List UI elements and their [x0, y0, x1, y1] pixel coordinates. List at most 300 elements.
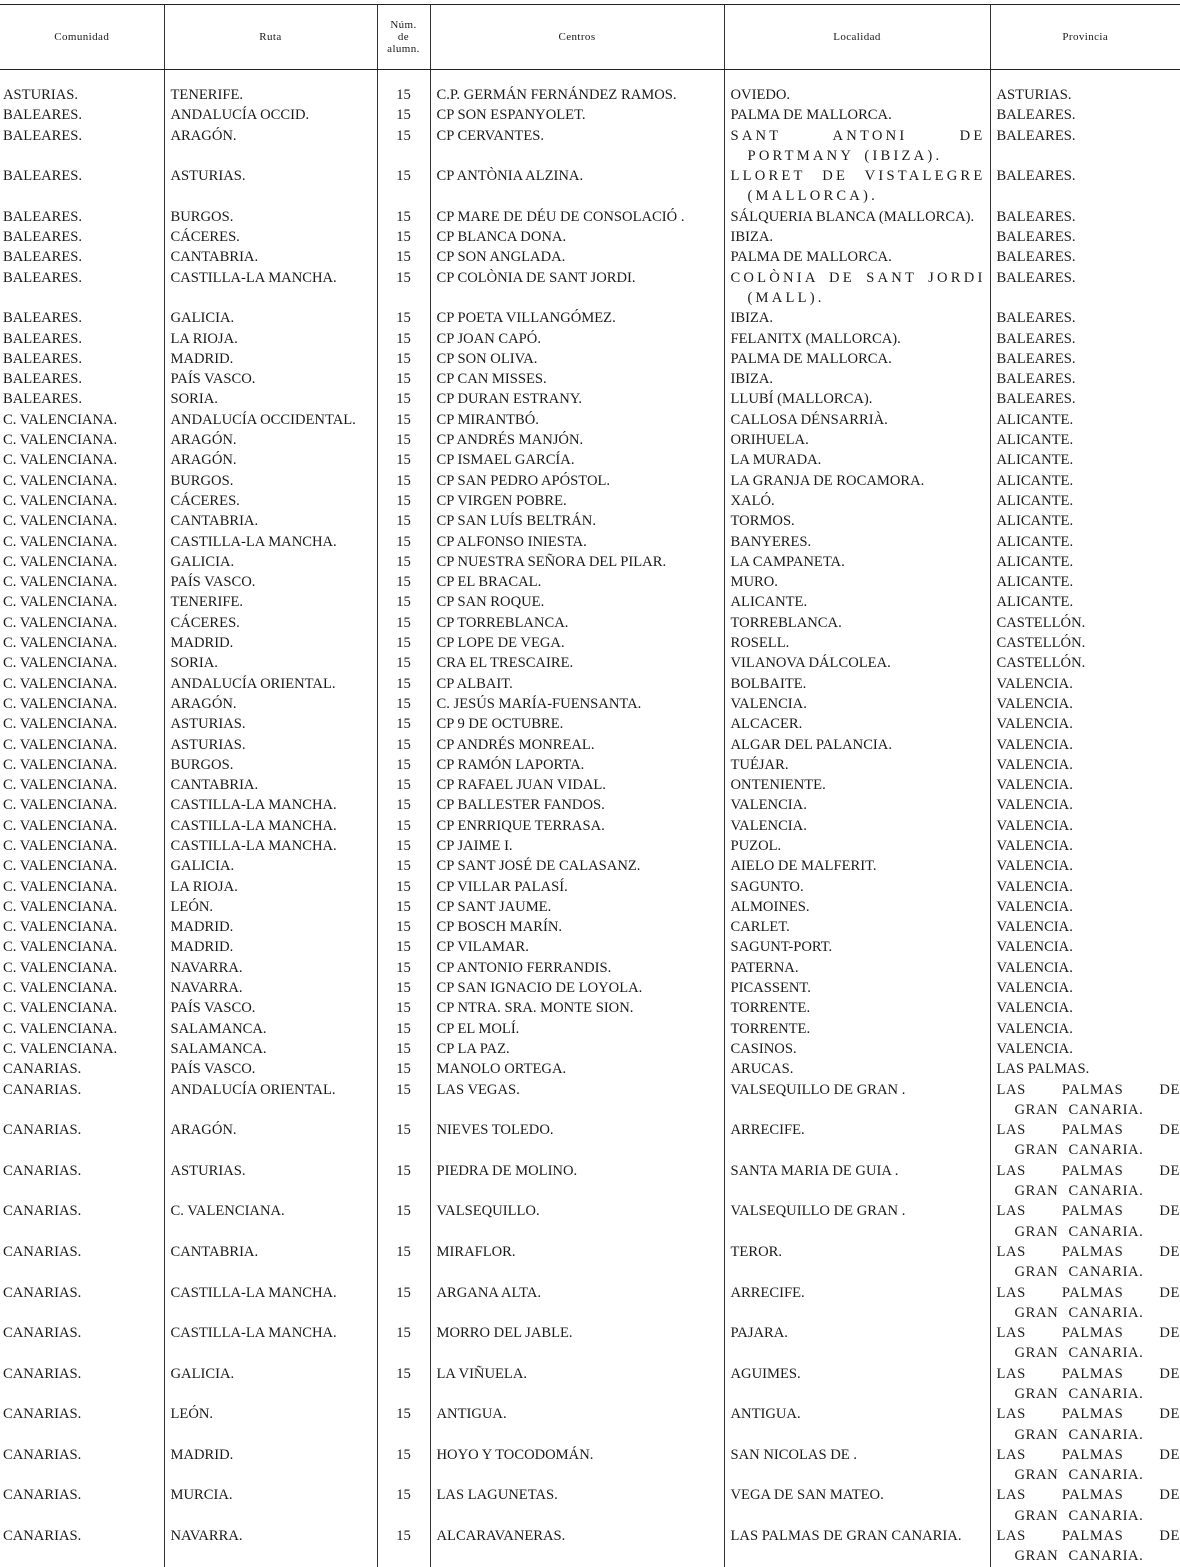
cell-localidad	[724, 1526, 990, 1567]
cell-centro	[430, 836, 724, 856]
cell-centro-text: CP EL BRACAL.	[437, 574, 542, 590]
cell-comunidad	[0, 349, 164, 369]
cell-provincia	[990, 532, 1180, 552]
document-page	[0, 4, 1180, 1567]
cell-provincia	[990, 958, 1180, 978]
cell-comunidad	[0, 450, 164, 470]
cell-localidad	[724, 613, 990, 633]
cell-num-alumnos-text: 15	[396, 838, 411, 854]
cell-num-alumnos-text: 15	[396, 87, 411, 103]
cell-localidad-text: TEROR.	[731, 1244, 782, 1260]
cell-centro-text: MORRO DEL JABLE.	[437, 1325, 573, 1341]
cell-localidad-text: SANTA MARIA DE GUIA .	[731, 1163, 899, 1179]
cell-centro	[430, 795, 724, 815]
cell-comunidad	[0, 653, 164, 673]
cell-provincia-text: VALENCIA.	[997, 939, 1073, 955]
cell-provincia-text: VALENCIA.	[997, 737, 1073, 753]
cell-comunidad	[0, 1364, 164, 1405]
table-row	[0, 897, 1180, 917]
cell-provincia-text: ALICANTE.	[997, 554, 1074, 570]
cell-localidad	[724, 227, 990, 247]
cell-localidad	[724, 1120, 990, 1161]
cell-comunidad-text: C. VALENCIANA.	[3, 939, 117, 955]
cell-provincia	[990, 775, 1180, 795]
cell-centro-text: CP POETA VILLANGÓMEZ.	[437, 310, 616, 326]
cell-comunidad	[0, 227, 164, 247]
cell-localidad-text: SANT ANTONI DE PORTMANY (IBIZA).	[731, 126, 986, 167]
table-row	[0, 1404, 1180, 1445]
centros-table	[0, 4, 1180, 1567]
cell-provincia	[990, 1201, 1180, 1242]
cell-ruta	[164, 694, 377, 714]
cell-centro-text: CP RAMÓN LAPORTA.	[437, 757, 585, 773]
cell-provincia	[990, 1019, 1180, 1039]
cell-comunidad-text: BALEARES.	[3, 310, 82, 326]
cell-comunidad	[0, 633, 164, 653]
cell-provincia	[990, 247, 1180, 267]
header-num-line: Núm.	[390, 19, 416, 31]
cell-num-alumnos-text: 15	[396, 1082, 411, 1098]
cell-num-alumnos-text: 15	[396, 960, 411, 976]
cell-provincia-text: LAS PALMAS DE GRAN CANARIA.	[997, 1404, 1180, 1445]
cell-provincia	[990, 369, 1180, 389]
cell-centro-text: CRA EL TRESCAIRE.	[437, 655, 574, 671]
cell-num-alumnos-text: 15	[396, 1122, 411, 1138]
cell-centro-text: CP EL MOLÍ.	[437, 1021, 520, 1037]
cell-provincia	[990, 430, 1180, 450]
cell-centro	[430, 978, 724, 998]
cell-provincia	[990, 85, 1180, 105]
cell-num-alumnos-text: 15	[396, 1447, 411, 1463]
cell-comunidad-text: C. VALENCIANA.	[3, 534, 117, 550]
cell-localidad-text: LAS PALMAS DE GRAN CANARIA.	[731, 1528, 962, 1544]
table-row	[0, 430, 1180, 450]
cell-comunidad	[0, 329, 164, 349]
cell-ruta-text: MURCIA.	[171, 1487, 233, 1503]
cell-provincia	[990, 592, 1180, 612]
cell-ruta	[164, 917, 377, 937]
cell-localidad	[724, 572, 990, 592]
cell-centro-text: CP SON ESPANYOLET.	[437, 107, 586, 123]
cell-ruta-text: ANDALUCÍA OCCIDENTAL.	[171, 412, 356, 428]
table-row	[0, 1283, 1180, 1324]
cell-num-alumnos-text: 15	[396, 696, 411, 712]
cell-comunidad-text: C. VALENCIANA.	[3, 615, 117, 631]
cell-num-alumnos	[377, 937, 430, 957]
cell-localidad-text: MURO.	[731, 574, 778, 590]
cell-centro-text: CP VIRGEN POBRE.	[437, 493, 567, 509]
cell-ruta	[164, 1404, 377, 1445]
cell-provincia-text: VALENCIA.	[997, 919, 1073, 935]
cell-centro-text: C. JESÚS MARÍA-FUENSANTA.	[437, 696, 642, 712]
cell-centro	[430, 105, 724, 125]
cell-centro	[430, 1526, 724, 1567]
cell-num-alumnos	[377, 247, 430, 267]
cell-ruta	[164, 552, 377, 572]
cell-num-alumnos	[377, 917, 430, 937]
cell-comunidad-text: CANARIAS.	[3, 1163, 81, 1179]
cell-comunidad-text: C. VALENCIANA.	[3, 452, 117, 468]
cell-comunidad	[0, 268, 164, 309]
cell-centro-text: CP BALLESTER FANDOS.	[437, 797, 605, 813]
cell-num-alumnos	[377, 572, 430, 592]
cell-centro	[430, 998, 724, 1018]
cell-centro-text: CP ALBAIT.	[437, 676, 513, 692]
table-row	[0, 877, 1180, 897]
cell-comunidad-text: C. VALENCIANA.	[3, 635, 117, 651]
cell-num-alumnos-text: 15	[396, 655, 411, 671]
cell-comunidad-text: CANARIAS.	[3, 1122, 81, 1138]
cell-provincia	[990, 389, 1180, 409]
cell-comunidad	[0, 1485, 164, 1526]
cell-localidad	[724, 308, 990, 328]
header-comunidad: Comunidad	[0, 5, 164, 70]
cell-num-alumnos-text: 15	[396, 331, 411, 347]
cell-num-alumnos-text: 15	[396, 351, 411, 367]
cell-centro	[430, 410, 724, 430]
cell-centro	[430, 268, 724, 309]
cell-centro	[430, 633, 724, 653]
cell-localidad	[724, 1445, 990, 1486]
cell-ruta-text: ARAGÓN.	[171, 452, 237, 468]
table-row	[0, 592, 1180, 612]
cell-localidad	[724, 247, 990, 267]
cell-ruta	[164, 1526, 377, 1567]
cell-ruta	[164, 856, 377, 876]
cell-num-alumnos	[377, 1120, 430, 1161]
cell-comunidad-text: CANARIAS.	[3, 1406, 81, 1422]
table-row	[0, 694, 1180, 714]
cell-num-alumnos-text: 15	[396, 615, 411, 631]
cell-comunidad-text: CANARIAS.	[3, 1366, 81, 1382]
cell-provincia-text: BALEARES.	[997, 331, 1076, 347]
cell-ruta	[164, 592, 377, 612]
cell-num-alumnos-text: 15	[396, 1000, 411, 1016]
cell-localidad	[724, 1283, 990, 1324]
cell-localidad-text: SÁLQUERIA BLANCA (MALLORCA).	[731, 209, 975, 225]
cell-comunidad-text: CANARIAS.	[3, 1061, 81, 1077]
cell-num-alumnos-text: 15	[396, 757, 411, 773]
cell-localidad-text: LA GRANJA DE ROCAMORA.	[731, 473, 925, 489]
cell-localidad	[724, 491, 990, 511]
cell-ruta-text: CASTILLA-LA MANCHA.	[171, 270, 337, 286]
cell-num-alumnos-text: 15	[396, 1528, 411, 1544]
cell-localidad-text: SAGUNTO.	[731, 879, 804, 895]
cell-centro-text: HOYO Y TOCODOMÁN.	[437, 1447, 594, 1463]
cell-ruta-text: MADRID.	[171, 939, 234, 955]
cell-ruta-text: PAÍS VASCO.	[171, 1061, 256, 1077]
cell-comunidad	[0, 937, 164, 957]
table-row	[0, 978, 1180, 998]
cell-localidad	[724, 1161, 990, 1202]
cell-centro-text: CP SANT JOSÉ DE CALASANZ.	[437, 858, 641, 874]
cell-centro-text: C.P. GERMÁN FERNÁNDEZ RAMOS.	[437, 87, 677, 103]
cell-num-alumnos-text: 15	[396, 168, 411, 184]
cell-comunidad	[0, 714, 164, 734]
cell-num-alumnos-text: 15	[396, 818, 411, 834]
cell-comunidad	[0, 105, 164, 125]
table-row	[0, 369, 1180, 389]
cell-provincia	[990, 1526, 1180, 1567]
table-row	[0, 917, 1180, 937]
cell-comunidad	[0, 552, 164, 572]
cell-ruta-text: LA RIOJA.	[171, 879, 238, 895]
cell-ruta-text: CANTABRIA.	[171, 777, 259, 793]
cell-localidad	[724, 897, 990, 917]
cell-comunidad-text: BALEARES.	[3, 371, 82, 387]
cell-provincia	[990, 329, 1180, 349]
cell-ruta-text: SORIA.	[171, 391, 218, 407]
cell-centro-text: NIEVES TOLEDO.	[437, 1122, 554, 1138]
cell-comunidad	[0, 511, 164, 531]
cell-centro-text: CP ALFONSO INIESTA.	[437, 534, 587, 550]
cell-localidad	[724, 958, 990, 978]
cell-centro-text: LAS VEGAS.	[437, 1082, 520, 1098]
cell-provincia-text: VALENCIA.	[997, 797, 1073, 813]
cell-provincia	[990, 836, 1180, 856]
cell-comunidad-text: BALEARES.	[3, 168, 82, 184]
cell-centro	[430, 1404, 724, 1445]
cell-num-alumnos-text: 15	[396, 371, 411, 387]
cell-ruta-text: BURGOS.	[171, 473, 234, 489]
cell-centro-text: CP NUESTRA SEÑORA DEL PILAR.	[437, 554, 667, 570]
cell-comunidad-text: C. VALENCIANA.	[3, 1000, 117, 1016]
cell-provincia	[990, 978, 1180, 998]
cell-num-alumnos-text: 15	[396, 534, 411, 550]
cell-centro-text: MIRAFLOR.	[437, 1244, 516, 1260]
cell-comunidad	[0, 247, 164, 267]
cell-num-alumnos	[377, 1485, 430, 1526]
cell-ruta-text: NAVARRA.	[171, 980, 243, 996]
cell-provincia	[990, 755, 1180, 775]
cell-ruta	[164, 308, 377, 328]
cell-num-alumnos-text: 15	[396, 980, 411, 996]
cell-ruta-text: C. VALENCIANA.	[171, 1203, 285, 1219]
cell-provincia	[990, 937, 1180, 957]
cell-provincia	[990, 1242, 1180, 1283]
cell-localidad	[724, 430, 990, 450]
cell-centro	[430, 1283, 724, 1324]
cell-comunidad	[0, 1404, 164, 1445]
cell-comunidad-text: CANARIAS.	[3, 1285, 81, 1301]
table-row	[0, 1526, 1180, 1567]
cell-comunidad	[0, 836, 164, 856]
cell-num-alumnos-text: 15	[396, 554, 411, 570]
cell-ruta-text: ANDALUCÍA ORIENTAL.	[171, 1082, 336, 1098]
cell-num-alumnos	[377, 795, 430, 815]
cell-comunidad-text: C. VALENCIANA.	[3, 838, 117, 854]
cell-localidad	[724, 592, 990, 612]
cell-comunidad-text: C. VALENCIANA.	[3, 554, 117, 570]
cell-ruta-text: CANTABRIA.	[171, 1244, 259, 1260]
cell-ruta	[164, 430, 377, 450]
cell-comunidad	[0, 1059, 164, 1079]
cell-centro	[430, 1364, 724, 1405]
cell-comunidad	[0, 735, 164, 755]
cell-comunidad-text: CANARIAS.	[3, 1244, 81, 1260]
cell-centro-text: CP SAN LUÍS BELTRÁN.	[437, 513, 596, 529]
cell-provincia	[990, 552, 1180, 572]
cell-provincia-text: LAS PALMAS DE GRAN CANARIA.	[997, 1201, 1180, 1242]
cell-ruta-text: GALICIA.	[171, 1366, 235, 1382]
cell-centro-text: CP VILLAR PALASÍ.	[437, 879, 568, 895]
cell-provincia	[990, 674, 1180, 694]
cell-centro	[430, 897, 724, 917]
table-row	[0, 856, 1180, 876]
cell-provincia-text: VALENCIA.	[997, 838, 1073, 854]
cell-localidad-text: ARRECIFE.	[731, 1122, 805, 1138]
cell-num-alumnos	[377, 714, 430, 734]
cell-ruta-text: MADRID.	[171, 351, 234, 367]
cell-ruta	[164, 877, 377, 897]
table-row	[0, 105, 1180, 125]
cell-localidad	[724, 674, 990, 694]
cell-num-alumnos-text: 15	[396, 493, 411, 509]
cell-comunidad	[0, 410, 164, 430]
cell-localidad	[724, 369, 990, 389]
cell-num-alumnos	[377, 775, 430, 795]
cell-localidad	[724, 471, 990, 491]
cell-ruta-text: LEÓN.	[171, 899, 214, 915]
cell-num-alumnos-text: 15	[396, 858, 411, 874]
cell-provincia	[990, 410, 1180, 430]
cell-num-alumnos	[377, 1445, 430, 1486]
cell-localidad	[724, 653, 990, 673]
cell-ruta-text: TENERIFE.	[171, 87, 244, 103]
table-row	[0, 1364, 1180, 1405]
header-centros: Centros	[430, 5, 724, 70]
cell-num-alumnos-text: 15	[396, 249, 411, 265]
cell-centro	[430, 430, 724, 450]
cell-centro	[430, 775, 724, 795]
cell-provincia-text: LAS PALMAS DE GRAN CANARIA.	[997, 1283, 1180, 1324]
cell-centro-text: CP SON ANGLADA.	[437, 249, 566, 265]
table-row	[0, 572, 1180, 592]
cell-ruta	[164, 369, 377, 389]
cell-ruta	[164, 1201, 377, 1242]
cell-provincia-text: LAS PALMAS DE GRAN CANARIA.	[997, 1526, 1180, 1567]
cell-centro-text: CP LA PAZ.	[437, 1041, 510, 1057]
table-row	[0, 491, 1180, 511]
cell-localidad	[724, 105, 990, 125]
cell-comunidad-text: BALEARES.	[3, 270, 82, 286]
cell-num-alumnos-text: 15	[396, 919, 411, 935]
table-row	[0, 1161, 1180, 1202]
cell-centro-text: CP JAIME I.	[437, 838, 513, 854]
cell-ruta	[164, 471, 377, 491]
cell-num-alumnos	[377, 1059, 430, 1079]
cell-num-alumnos-text: 15	[396, 391, 411, 407]
cell-ruta	[164, 1059, 377, 1079]
cell-num-alumnos-text: 15	[396, 310, 411, 326]
cell-centro	[430, 247, 724, 267]
cell-num-alumnos	[377, 471, 430, 491]
cell-localidad	[724, 552, 990, 572]
cell-ruta	[164, 998, 377, 1018]
cell-num-alumnos-text: 15	[396, 594, 411, 610]
cell-num-alumnos	[377, 633, 430, 653]
cell-localidad-text: LLORET DE VISTALEGRE (MALLORCA).	[731, 166, 986, 207]
cell-localidad	[724, 85, 990, 105]
cell-num-alumnos	[377, 268, 430, 309]
cell-comunidad	[0, 816, 164, 836]
cell-comunidad-text: C. VALENCIANA.	[3, 473, 117, 489]
cell-ruta	[164, 937, 377, 957]
cell-localidad-text: SAGUNT-PORT.	[731, 939, 833, 955]
cell-provincia	[990, 1445, 1180, 1486]
cell-comunidad-text: C. VALENCIANA.	[3, 919, 117, 935]
cell-provincia	[990, 1485, 1180, 1526]
cell-num-alumnos	[377, 653, 430, 673]
cell-comunidad	[0, 978, 164, 998]
cell-localidad	[724, 329, 990, 349]
cell-comunidad-text: C. VALENCIANA.	[3, 574, 117, 590]
cell-ruta-text: TENERIFE.	[171, 594, 244, 610]
cell-num-alumnos	[377, 1039, 430, 1059]
cell-localidad-text: CASINOS.	[731, 1041, 797, 1057]
table-row	[0, 653, 1180, 673]
cell-num-alumnos	[377, 1161, 430, 1202]
cell-provincia-text: ASTURIAS.	[997, 87, 1072, 103]
cell-localidad	[724, 856, 990, 876]
cell-num-alumnos-text: 15	[396, 797, 411, 813]
cell-provincia	[990, 714, 1180, 734]
cell-centro	[430, 856, 724, 876]
cell-comunidad-text: C. VALENCIANA.	[3, 513, 117, 529]
cell-ruta-text: SALAMANCA.	[171, 1021, 267, 1037]
cell-comunidad-text: BALEARES.	[3, 209, 82, 225]
cell-provincia-text: ALICANTE.	[997, 493, 1074, 509]
cell-comunidad-text: C. VALENCIANA.	[3, 655, 117, 671]
cell-provincia-text: CASTELLÓN.	[997, 615, 1086, 631]
cell-provincia	[990, 877, 1180, 897]
cell-localidad-text: ANTIGUA.	[731, 1406, 801, 1422]
cell-provincia-text: LAS PALMAS DE GRAN CANARIA.	[997, 1120, 1180, 1161]
cell-num-alumnos	[377, 430, 430, 450]
cell-localidad-text: ARUCAS.	[731, 1061, 794, 1077]
cell-comunidad	[0, 1019, 164, 1039]
cell-centro	[430, 1080, 724, 1121]
cell-ruta	[164, 511, 377, 531]
cell-ruta	[164, 105, 377, 125]
cell-comunidad-text: CANARIAS.	[3, 1082, 81, 1098]
cell-ruta-text: MADRID.	[171, 919, 234, 935]
cell-localidad	[724, 877, 990, 897]
cell-provincia-text: BALEARES.	[997, 209, 1076, 225]
cell-centro	[430, 126, 724, 167]
cell-provincia	[990, 491, 1180, 511]
header-num-line: de	[398, 31, 409, 43]
cell-comunidad	[0, 207, 164, 227]
cell-centro-text: CP RAFAEL JUAN VIDAL.	[437, 777, 606, 793]
cell-comunidad-text: C. VALENCIANA.	[3, 818, 117, 834]
cell-comunidad-text: C. VALENCIANA.	[3, 858, 117, 874]
cell-num-alumnos	[377, 369, 430, 389]
cell-num-alumnos	[377, 389, 430, 409]
cell-ruta-text: CASTILLA-LA MANCHA.	[171, 838, 337, 854]
cell-centro	[430, 329, 724, 349]
cell-localidad-text: VALENCIA.	[731, 696, 807, 712]
cell-num-alumnos	[377, 694, 430, 714]
cell-comunidad-text: BALEARES.	[3, 229, 82, 245]
cell-provincia-text: VALENCIA.	[997, 696, 1073, 712]
cell-comunidad-text: BALEARES.	[3, 249, 82, 265]
cell-provincia-text: CASTELLÓN.	[997, 635, 1086, 651]
cell-ruta	[164, 166, 377, 207]
cell-localidad-text: ALICANTE.	[731, 594, 808, 610]
cell-centro-text: LA VIÑUELA.	[437, 1366, 528, 1382]
cell-centro	[430, 166, 724, 207]
